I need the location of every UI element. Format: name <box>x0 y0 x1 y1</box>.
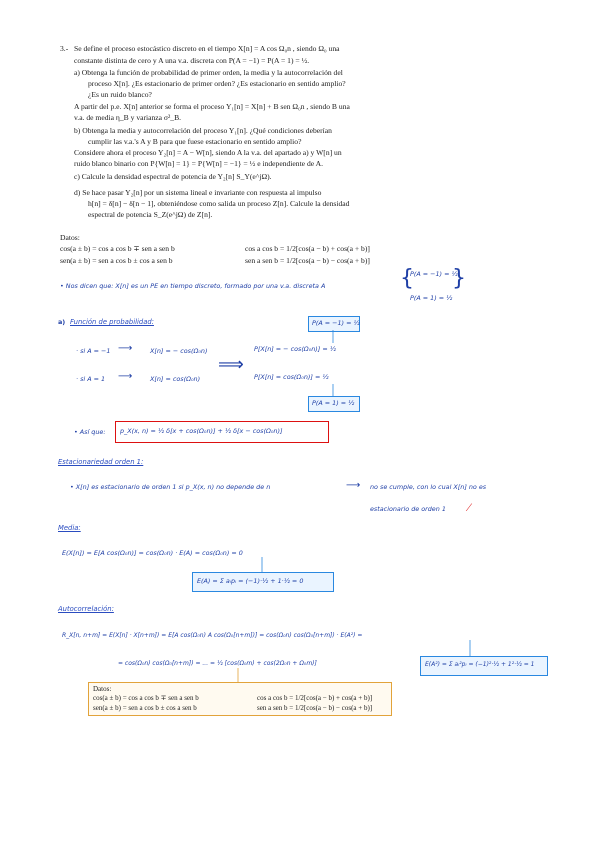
datos-formula: sen a sen b = 1/2[cos(a − b) − cos(a + b)] <box>245 256 370 265</box>
brace-right: } <box>452 266 466 291</box>
section-heading-media: Media: <box>58 524 81 532</box>
datos-box: Datos: cos(a ± b) = cos a cos b ∓ sen a sen b cos a cos b = 1/2[cos(a − b) + cos(a + b)] sen(a ± b) = sen a cos b ± cos a sen b sen a sen b = 1/2[cos(a − b) − cos(a + b)] <box>88 682 392 716</box>
part-a-label: a) <box>58 318 66 326</box>
problem-line: proceso X[n]. ¿Es estacionario de primer orden? ¿Es estacionario en sentido amplio? <box>88 79 346 88</box>
brace-left: { <box>400 266 414 291</box>
problem-number: 3.- <box>60 44 69 53</box>
stationarity-conclusion: estacionario de orden 1 <box>370 505 446 513</box>
intro-note: • Nos dicen que: X[n] es un PE en tiempo discreto, formado por una v.a. discreta A <box>60 282 326 290</box>
box-prob-pos: P(A = 1) = ½ <box>308 396 360 412</box>
problem-line: cumplir las v.a.'s A y B para que fuese estacionario en sentido amplio? <box>88 137 302 146</box>
media-box: E(A) = Σ aᵢpᵢ = (−1)·½ + 1·½ = 0 <box>192 572 334 592</box>
problem-line: c) Calcule la densidad espectral de potencia de Y₂[n] S_Y(e^jΩ). <box>74 172 272 181</box>
implies-icon: ⟹ <box>218 354 244 375</box>
case-pos: · si A = 1 <box>76 375 106 383</box>
brace-item: P(A = 1) = ½ <box>410 294 453 302</box>
pdf-formula: p_X(x, n) = ½ δ[x + cos(Ω₀n)] + ½ δ[x − cos(Ω₀n)] <box>120 427 283 435</box>
stationarity-line: • X[n] es estacionario de orden 1 si p_X(x, n) no depende de n <box>70 483 271 491</box>
datos-formula: sen(a ± b) = sen a cos b ± cos a sen b <box>60 256 173 265</box>
problem-line: v.a. de media η_B y varianza σ²_B. <box>74 113 182 122</box>
problem-line: h[n] = δ[n] − δ[n − 1], obteniéndose como salida un proceso Z[n]. Calcule la densidad <box>88 199 350 208</box>
strike-mark-icon: ⁄ <box>468 500 471 514</box>
datos-label: Datos: <box>60 233 80 242</box>
arrow-right-icon: ⟶ <box>118 343 133 354</box>
problem-line: d) Se hace pasar Y₂[n] por un sistema lineal e invariante con respuesta al impulso <box>74 188 322 197</box>
case-neg: · si A = −1 <box>76 347 111 355</box>
section-heading-stationarity: Estacionariedad orden 1: <box>58 458 144 466</box>
prob-neg: P[X[n] = − cos(Ω₀n)] = ½ <box>254 345 336 353</box>
case-pos-result: X[n] = cos(Ω₀n) <box>150 375 201 383</box>
case-neg-result: X[n] = − cos(Ω₀n) <box>150 347 208 355</box>
prob-pos: P[X[n] = cos(Ω₀n)] = ½ <box>254 373 329 381</box>
section-heading-autocorrelation: Autocorrelación: <box>58 605 114 613</box>
problem-line: espectral de potencia S_Z(e^jΩ) de Z[n]. <box>88 210 213 219</box>
arrow-right-icon: ⟶ <box>346 480 361 491</box>
problem-line: ¿Es un ruido blanco? <box>88 90 152 99</box>
section-heading-probability: Función de probabilidad: <box>70 318 154 326</box>
asi-label: • Así que: <box>74 428 106 436</box>
arrow-right-icon: ⟶ <box>118 371 133 382</box>
brace-item: P(A = −1) = ½ <box>410 270 458 278</box>
problem-line: constante distinta de cero y A una v.a. discreta con P(A = −1) = P(A = 1) = ½. <box>74 56 310 65</box>
problem-line: Considere ahora el proceso Y₂[n] = A − W[n], siendo A la v.a. del apartado a) y W[n] un <box>74 148 342 157</box>
problem-line: a) Obtenga la función de probabilidad de primer orden, la media y la autocorrelación del <box>74 68 343 77</box>
box-prob-neg: P(A = −1) = ½ <box>308 316 360 332</box>
problem-line: b) Obtenga la media y autocorrelación del proceso Y₁[n]. ¿Qué condiciones deberían <box>74 126 332 135</box>
problem-line: Se define el proceso estocástico discreto en el tiempo X[n] = A cos Ω₀n , siendo Ω₀ una <box>74 44 340 53</box>
stationarity-line-tail: no se cumple, con lo cual X[n] no es <box>370 483 487 491</box>
datos-formula: cos a cos b = 1/2[cos(a − b) + cos(a + b)] <box>245 244 370 253</box>
problem-line: ruido blanco binario con P{W[n] = 1} = P{W[n] = −1} = ½ e independiente de A. <box>74 159 323 168</box>
media-equation: E(X[n]) = E[A cos(Ω₀n)] = cos(Ω₀n) · E(A) = cos(Ω₀n) = 0 <box>62 549 243 557</box>
autocorr-equation-1: R_X[n, n+m] = E(X[n] · X[n+m]) = E[A cos(Ω₀n) A cos(Ω₀[n+m])] = cos(Ω₀n) cos(Ω₀[n+m]) · E(A²) = <box>62 632 363 639</box>
problem-line: A partir del p.e. X[n] anterior se forma el proceso Y₁[n] = X[n] + B sen Ω₀n , siendo B una <box>74 102 350 111</box>
autocorr-equation-2: = cos(Ω₀n) cos(Ω₀[n+m]) = ... = ½ [cos(Ω₀m) + cos(2Ω₀n + Ω₀m)] <box>118 660 317 667</box>
datos-formula: cos(a ± b) = cos a cos b ∓ sen a sen b <box>60 244 175 253</box>
ea2-box: E(A²) = Σ aᵢ²pᵢ = (−1)²·½ + 1²·½ = 1 <box>420 656 548 676</box>
